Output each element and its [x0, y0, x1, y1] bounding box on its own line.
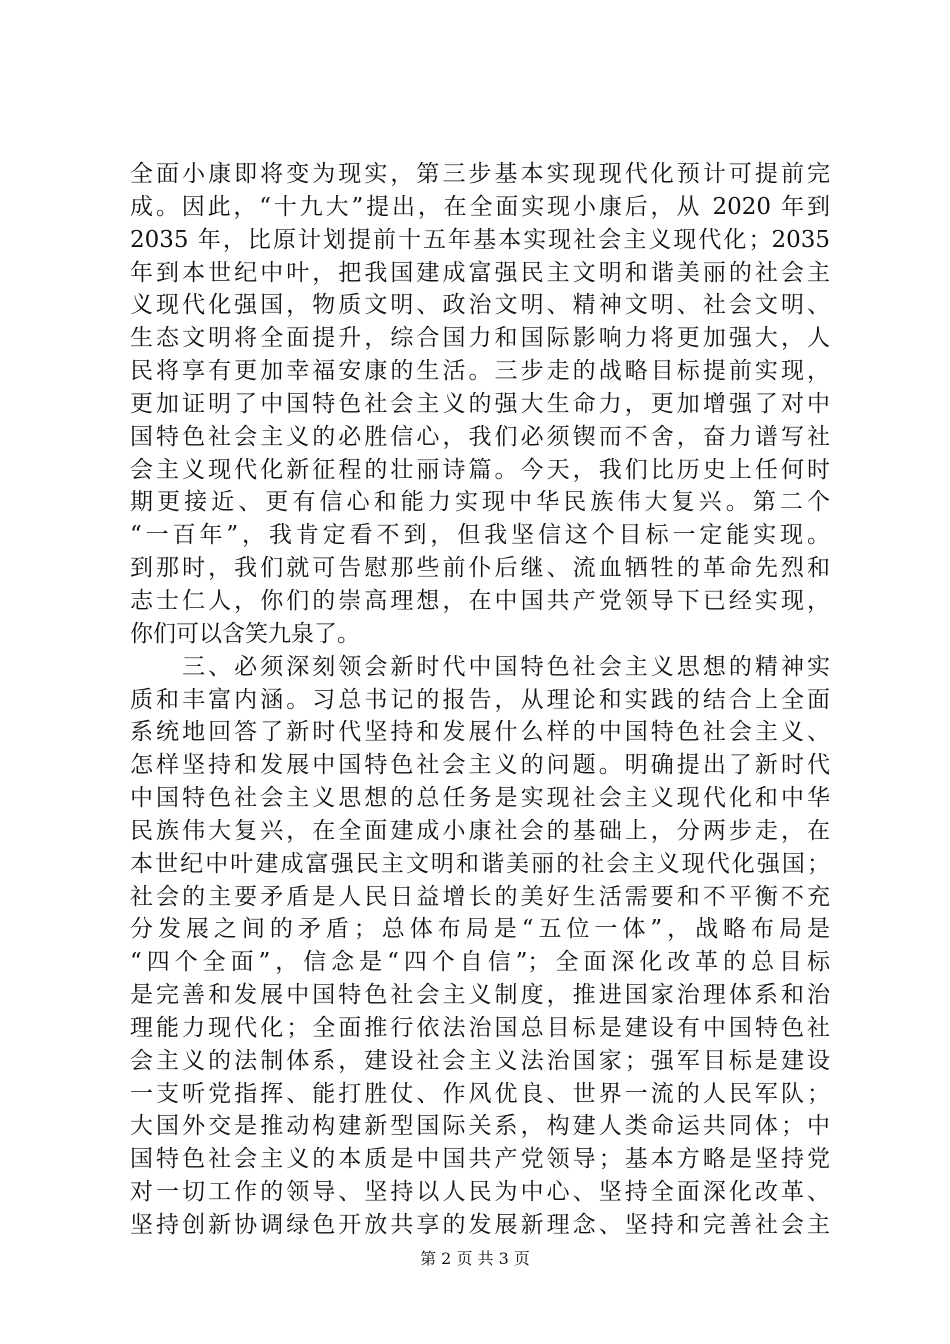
text-line: 期更接近、更有信心和能力实现中华民族伟大复兴。第二个	[130, 489, 830, 516]
text-line: 民将享有更加幸福安康的生活。三步走的战略目标提前实现，	[130, 358, 830, 385]
text-line: 生态文明将全面提升，综合国力和国际影响力将更加强大，人	[130, 325, 830, 352]
text-line: 对一切工作的领导、坚持以人民为中心、坚持全面深化改革、	[130, 1179, 830, 1206]
page-footer: 第 2 页 共 3 页	[420, 1249, 530, 1268]
text-line: 会主义现代化新征程的壮丽诗篇。今天，我们比历史上任何时	[130, 456, 830, 483]
text-line: 坚持创新协调绿色开放共享的发展新理念、坚持和完善社会主	[130, 1212, 830, 1238]
text-line: 质和丰富内涵。习总书记的报告，从理论和实践的结合上全面	[130, 686, 830, 713]
paragraph-end-line: 你们可以含笑九泉了。	[130, 620, 360, 647]
text-line: 全面小康即将变为现实，第三步基本实现现代化预计可提前完	[130, 161, 830, 187]
text-line: 社会的主要矛盾是人民日益增长的美好生活需要和不平衡不充	[130, 883, 830, 910]
text-line: 成。因此，“十九大”提出，在全面实现小康后，从 2020 年到	[130, 193, 830, 220]
text-line: 年到本世纪中叶，把我国建成富强民主文明和谐美丽的社会主	[130, 259, 830, 286]
text-line: 义现代化强国，物质文明、政治文明、精神文明、社会文明、	[130, 292, 830, 319]
text-line: 会主义的法制体系，建设社会主义法治国家；强军目标是建设	[130, 1047, 830, 1074]
text-line: 国特色社会主义的必胜信心，我们必须锲而不舍，奋力谱写社	[130, 423, 830, 450]
text-line: 中国特色社会主义思想的总任务是实现社会主义现代化和中华	[130, 785, 830, 812]
text-line: 2035 年，比原计划提前十五年基本实现社会主义现代化；2035	[130, 226, 830, 253]
text-line: “四个全面”，信念是“四个自信”；全面深化改革的总目标	[130, 949, 830, 976]
text-line: 国特色社会主义的本质是中国共产党领导；基本方略是坚持党	[130, 1146, 830, 1173]
text-line: 志士仁人，你们的崇高理想，在中国共产党领导下已经实现，	[130, 587, 830, 614]
text-line: 本世纪中叶建成富强民主文明和谐美丽的社会主义现代化强国；	[130, 850, 830, 877]
text-line: 到那时，我们就可告慰那些前仆后继、流血牺牲的革命先烈和	[130, 555, 830, 582]
text-line: 分发展之间的矛盾；总体布局是“五位一体”，战略布局是	[130, 916, 830, 943]
text-line: 怎样坚持和发展中国特色社会主义的问题。明确提出了新时代	[130, 752, 830, 779]
text-line: 是完善和发展中国特色社会主义制度，推进国家治理体系和治	[130, 982, 830, 1009]
text-line: “一百年”，我肯定看不到，但我坚信这个目标一定能实现。	[130, 522, 830, 549]
text-line: 更加证明了中国特色社会主义的强大生命力，更加增强了对中	[130, 390, 830, 417]
text-line: 一支听党指挥、能打胜仗、作风优良、世界一流的人民军队；	[130, 1080, 830, 1107]
text-line: 理能力现代化；全面推行依法治国总目标是建设有中国特色社	[130, 1014, 830, 1041]
body-text	[130, 158, 830, 1242]
text-line: 大国外交是推动构建新型国际关系，构建人类命运共同体；中	[130, 1113, 830, 1140]
text-line: 系统地回答了新时代坚持和发展什么样的中国特色社会主义、	[130, 719, 830, 746]
text-line: 民族伟大复兴，在全面建成小康社会的基础上，分两步走，在	[130, 817, 830, 844]
paragraph-first-line: 三、必须深刻领会新时代中国特色社会主义思想的精神实	[130, 653, 830, 680]
